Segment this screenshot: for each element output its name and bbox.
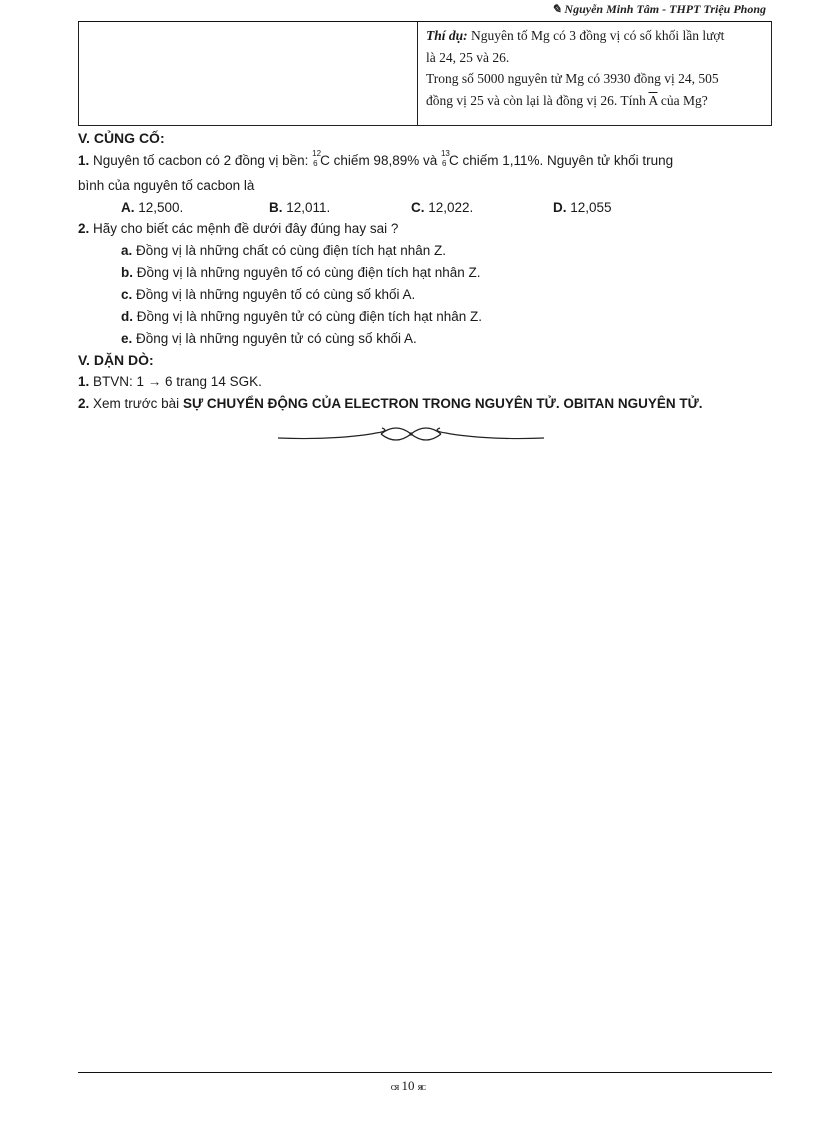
isotope-c13: 13 6 [440,149,450,168]
footer-left-ornament-icon: ᴄᴙ [390,1082,399,1093]
example-line-3: Trong số 5000 nguyên tử Mg có 3930 đồng vị 24, 505 [426,71,719,86]
section-homework-heading: V. DẶN DÒ: [78,352,154,368]
statement-d: d. Đồng vị là những nguyên tử có cùng điện tích hạt nhân Z. [121,309,483,324]
homework-item-1: 1. BTVN: 1 → 6 trang 14 SGK. [78,374,262,389]
isotope-c12: 12 6 [312,149,322,168]
statement-e: e. Đồng vị là những nguyên tử có cùng số khối A. [121,331,417,346]
option-d: D. 12,055 [553,200,612,215]
example-label: Thí dụ: [426,28,468,43]
statement-a: a. Đồng vị là những chất có cùng điện tích hạt nhân Z. [121,243,447,258]
statement-b: b. Đồng vị là những nguyên tố có cùng điện tích hạt nhân Z. [121,265,481,280]
average-mass-symbol: $\overline{A}$ [648,92,658,108]
divider-ornament-icon [276,424,546,448]
option-c: C. 12,022. [411,200,474,215]
homework-item-2: 2. Xem trước bài SỰ CHUYỂN ĐỘNG CỦA ELECTRON TRONG NGUYÊN TỬ. OBITAN NGUYÊN TỬ. [78,396,703,411]
example-line-1: Thí dụ: Nguyên tố Mg có 3 đồng vị có số khối lần lượt [426,28,725,43]
page-number: ᴄᴙ 10 ᴙᴄ [390,1078,426,1093]
footer-rule [78,1072,772,1073]
header-author: ✎ Nguyễn Minh Tâm - THPT Triệu Phong [551,2,766,16]
option-a: A. 12,500. [121,200,184,215]
statement-c: c. Đồng vị là những nguyên tố có cùng số khối A. [121,287,416,302]
option-b: B. 12,011. [269,200,331,215]
example-line-4: đồng vị 25 và còn lại là đồng vị 26. Tính $\overline{A}$ của Mg? [426,92,708,108]
table-right-cell [418,22,771,125]
example-table [78,22,772,126]
question-1-line-2: bình của nguyên tố cacbon là [78,178,255,193]
section-review-heading: V. CỦNG CỐ: [78,130,165,146]
table-left-cell [79,22,418,125]
footer-right-ornament-icon: ᴙᴄ [417,1082,426,1093]
example-line-2: là 24, 25 và 26. [426,49,510,65]
question-2: 2. Hãy cho biết các mệnh đề dưới đây đúng hay sai ? [78,221,399,236]
question-1-line-1: 1. Nguyên tố cacbon có 2 đồng vị bền: 12 6 C chiếm 98,89% và 13 6 C chiếm 1,11%. Nguyên tử khối trung [78,149,674,168]
